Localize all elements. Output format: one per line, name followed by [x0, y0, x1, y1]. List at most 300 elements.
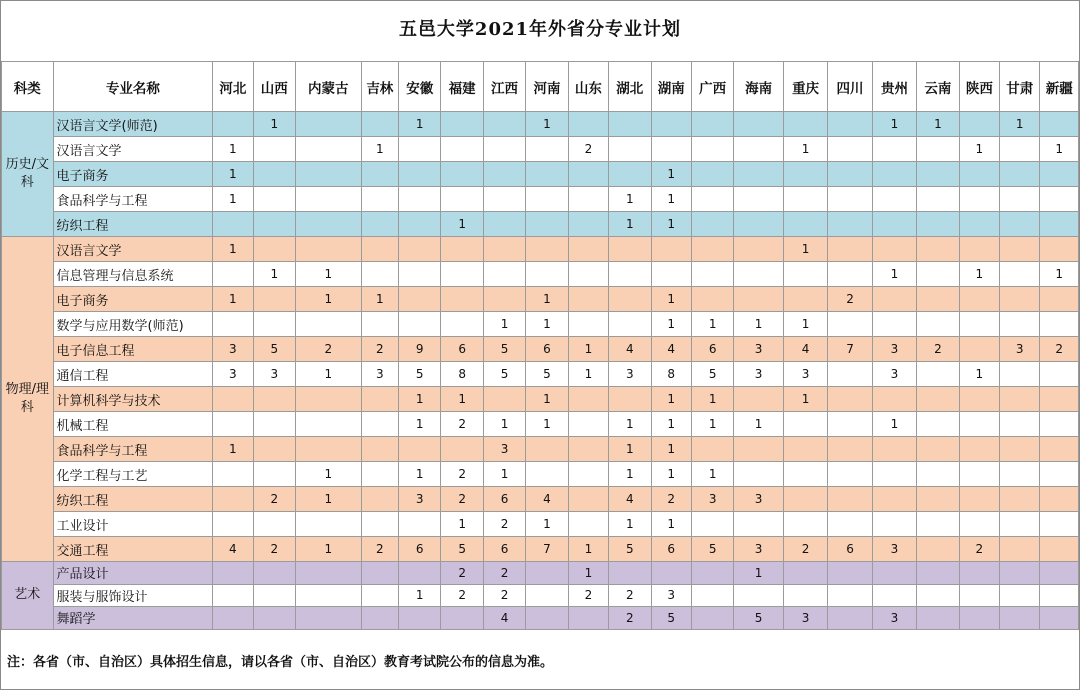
quota-cell	[568, 437, 608, 462]
quota-cell	[1000, 312, 1040, 337]
quota-cell: 3	[1000, 337, 1040, 362]
quota-cell	[1000, 212, 1040, 237]
quota-cell: 1	[295, 362, 361, 387]
quota-cell: 2	[917, 337, 959, 362]
quota-cell	[609, 262, 651, 287]
quota-cell	[568, 462, 608, 487]
quota-cell: 1	[526, 512, 568, 537]
quota-cell: 3	[734, 537, 784, 562]
major-name-cell: 电子商务	[53, 287, 213, 312]
quota-cell	[609, 162, 651, 187]
quota-cell	[295, 607, 361, 630]
quota-cell	[526, 137, 568, 162]
quota-cell	[361, 162, 398, 187]
major-name-cell: 纺织工程	[53, 212, 213, 237]
header-category: 科类	[2, 62, 54, 112]
quota-cell: 2	[441, 412, 483, 437]
quota-cell: 1	[609, 512, 651, 537]
quota-cell	[295, 387, 361, 412]
enrollment-plan-table	[1, 61, 1079, 630]
quota-cell	[959, 584, 999, 607]
quota-cell	[526, 437, 568, 462]
quota-cell	[959, 312, 999, 337]
quota-cell	[441, 437, 483, 462]
quota-cell	[361, 112, 398, 137]
quota-cell: 1	[399, 462, 441, 487]
quota-cell: 1	[651, 462, 691, 487]
quota-cell	[609, 287, 651, 312]
table-row	[2, 187, 1079, 212]
quota-cell: 1	[441, 387, 483, 412]
quota-cell: 1	[609, 437, 651, 462]
quota-cell	[783, 562, 827, 585]
quota-cell	[651, 562, 691, 585]
quota-cell	[483, 287, 525, 312]
quota-cell	[872, 387, 916, 412]
quota-cell	[1000, 537, 1040, 562]
quota-cell	[959, 212, 999, 237]
table-row	[2, 607, 1079, 630]
quota-cell	[568, 112, 608, 137]
header-province: 山西	[253, 62, 295, 112]
major-name-cell: 纺织工程	[53, 487, 213, 512]
quota-cell	[959, 562, 999, 585]
quota-cell	[399, 512, 441, 537]
quota-cell	[399, 237, 441, 262]
quota-cell: 1	[691, 412, 733, 437]
quota-cell	[917, 312, 959, 337]
quota-cell	[1040, 212, 1079, 237]
quota-cell	[734, 237, 784, 262]
quota-cell	[441, 287, 483, 312]
quota-cell: 5	[526, 362, 568, 387]
quota-cell: 1	[651, 162, 691, 187]
quota-cell: 5	[253, 337, 295, 362]
quota-cell	[734, 287, 784, 312]
table-row	[2, 437, 1079, 462]
quota-cell: 1	[483, 312, 525, 337]
table-row	[2, 337, 1079, 362]
quota-cell	[1040, 437, 1079, 462]
quota-cell: 1	[734, 562, 784, 585]
quota-cell	[399, 187, 441, 212]
table-body	[2, 112, 1079, 630]
quota-cell	[483, 262, 525, 287]
quota-cell: 1	[691, 312, 733, 337]
quota-cell	[361, 387, 398, 412]
quota-cell	[295, 512, 361, 537]
quota-cell: 5	[483, 362, 525, 387]
quota-cell: 1	[361, 137, 398, 162]
quota-cell	[609, 237, 651, 262]
quota-cell	[361, 187, 398, 212]
header-province: 安徽	[399, 62, 441, 112]
quota-cell	[295, 112, 361, 137]
quota-cell	[361, 437, 398, 462]
quota-cell: 7	[526, 537, 568, 562]
quota-cell	[872, 237, 916, 262]
quota-cell	[568, 212, 608, 237]
quota-cell	[1000, 362, 1040, 387]
quota-cell	[734, 187, 784, 212]
quota-cell	[526, 462, 568, 487]
quota-cell	[734, 387, 784, 412]
quota-cell	[783, 584, 827, 607]
quota-cell	[568, 262, 608, 287]
major-name-cell: 食品科学与工程	[53, 187, 213, 212]
quota-cell: 1	[734, 412, 784, 437]
quota-cell	[1040, 362, 1079, 387]
quota-cell	[399, 137, 441, 162]
quota-cell: 1	[213, 287, 253, 312]
quota-cell: 5	[399, 362, 441, 387]
quota-cell	[1040, 487, 1079, 512]
quota-cell	[1040, 112, 1079, 137]
quota-cell	[295, 312, 361, 337]
quota-cell	[253, 584, 295, 607]
quota-cell	[1000, 262, 1040, 287]
quota-cell: 1	[1040, 262, 1079, 287]
quota-cell	[783, 112, 827, 137]
quota-cell	[1040, 162, 1079, 187]
header-province: 重庆	[783, 62, 827, 112]
quota-cell: 5	[609, 537, 651, 562]
quota-cell	[651, 237, 691, 262]
quota-cell	[361, 607, 398, 630]
quota-cell: 1	[651, 187, 691, 212]
quota-cell: 1	[783, 137, 827, 162]
major-name-cell: 食品科学与工程	[53, 437, 213, 462]
quota-cell	[253, 462, 295, 487]
quota-cell: 3	[399, 487, 441, 512]
quota-cell	[917, 607, 959, 630]
quota-cell	[959, 387, 999, 412]
quota-cell	[399, 162, 441, 187]
quota-cell	[213, 462, 253, 487]
quota-cell: 2	[609, 607, 651, 630]
quota-cell: 1	[295, 462, 361, 487]
quota-cell	[917, 462, 959, 487]
quota-cell: 1	[213, 237, 253, 262]
quota-cell	[253, 287, 295, 312]
major-name-cell: 工业设计	[53, 512, 213, 537]
quota-cell: 2	[483, 562, 525, 585]
header-province: 云南	[917, 62, 959, 112]
header-province: 新疆	[1040, 62, 1079, 112]
quota-cell	[828, 312, 872, 337]
header-province: 内蒙古	[295, 62, 361, 112]
quota-cell	[483, 137, 525, 162]
quota-cell	[872, 137, 916, 162]
quota-cell	[399, 607, 441, 630]
quota-cell	[295, 584, 361, 607]
major-name-cell: 信息管理与信息系统	[53, 262, 213, 287]
quota-cell	[959, 162, 999, 187]
quota-cell: 2	[441, 487, 483, 512]
table-row	[2, 584, 1079, 607]
quota-cell: 6	[828, 537, 872, 562]
quota-cell	[609, 312, 651, 337]
quota-cell	[253, 162, 295, 187]
quota-cell	[361, 312, 398, 337]
quota-cell: 8	[441, 362, 483, 387]
quota-cell: 1	[568, 337, 608, 362]
major-name-cell: 化学工程与工艺	[53, 462, 213, 487]
quota-cell	[253, 512, 295, 537]
quota-cell: 2	[651, 487, 691, 512]
quota-cell	[441, 137, 483, 162]
quota-cell	[526, 187, 568, 212]
quota-cell: 1	[651, 512, 691, 537]
quota-cell: 8	[651, 362, 691, 387]
quota-cell	[568, 312, 608, 337]
quota-cell	[959, 337, 999, 362]
quota-cell	[253, 312, 295, 337]
quota-cell	[1000, 137, 1040, 162]
major-name-cell: 产品设计	[53, 562, 213, 585]
quota-cell	[828, 162, 872, 187]
quota-cell: 1	[691, 387, 733, 412]
quota-cell	[609, 137, 651, 162]
quota-cell	[783, 162, 827, 187]
quota-cell	[917, 162, 959, 187]
quota-cell	[783, 287, 827, 312]
major-name-cell: 计算机科学与技术	[53, 387, 213, 412]
quota-cell	[828, 112, 872, 137]
quota-cell	[691, 112, 733, 137]
quota-cell	[651, 112, 691, 137]
quota-cell: 2	[361, 337, 398, 362]
quota-cell: 3	[734, 362, 784, 387]
quota-cell: 1	[526, 287, 568, 312]
quota-cell: 4	[483, 607, 525, 630]
category-cell: 历史/文科	[2, 112, 54, 237]
quota-cell	[253, 137, 295, 162]
quota-cell	[213, 262, 253, 287]
quota-cell: 1	[483, 412, 525, 437]
header-province: 湖北	[609, 62, 651, 112]
quota-cell: 1	[568, 537, 608, 562]
quota-cell: 3	[734, 337, 784, 362]
quota-cell: 2	[483, 584, 525, 607]
quota-cell	[1000, 287, 1040, 312]
quota-cell	[872, 584, 916, 607]
quota-cell	[783, 487, 827, 512]
quota-cell	[783, 212, 827, 237]
quota-cell	[872, 487, 916, 512]
quota-cell	[483, 212, 525, 237]
table-row	[2, 512, 1079, 537]
quota-cell: 7	[828, 337, 872, 362]
quota-cell	[213, 487, 253, 512]
quota-cell: 1	[213, 437, 253, 462]
quota-cell: 1	[295, 487, 361, 512]
header-province: 河南	[526, 62, 568, 112]
quota-cell	[1040, 607, 1079, 630]
quota-cell	[295, 237, 361, 262]
quota-cell: 1	[399, 387, 441, 412]
quota-cell	[399, 287, 441, 312]
quota-cell	[483, 112, 525, 137]
quota-cell	[1040, 237, 1079, 262]
quota-cell	[691, 584, 733, 607]
header-province: 山东	[568, 62, 608, 112]
quota-cell: 2	[828, 287, 872, 312]
quota-cell: 3	[651, 584, 691, 607]
major-name-cell: 电子信息工程	[53, 337, 213, 362]
quota-cell	[483, 237, 525, 262]
quota-cell	[213, 312, 253, 337]
quota-cell: 5	[734, 607, 784, 630]
quota-cell	[1040, 562, 1079, 585]
major-name-cell: 机械工程	[53, 412, 213, 437]
quota-cell: 3	[783, 362, 827, 387]
quota-cell: 6	[441, 337, 483, 362]
quota-cell	[828, 362, 872, 387]
quota-cell: 1	[441, 212, 483, 237]
table-row	[2, 162, 1079, 187]
quota-cell	[213, 607, 253, 630]
quota-cell: 3	[872, 362, 916, 387]
quota-cell: 6	[399, 537, 441, 562]
quota-cell: 3	[213, 362, 253, 387]
quota-cell	[734, 584, 784, 607]
quota-cell: 1	[872, 112, 916, 137]
quota-cell: 4	[609, 337, 651, 362]
quota-cell	[959, 512, 999, 537]
quota-cell	[828, 562, 872, 585]
table-row	[2, 462, 1079, 487]
quota-cell	[1000, 412, 1040, 437]
table-row	[2, 262, 1079, 287]
quota-cell	[568, 162, 608, 187]
quota-cell	[1000, 562, 1040, 585]
quota-cell	[734, 437, 784, 462]
quota-cell	[828, 437, 872, 462]
quota-cell	[253, 412, 295, 437]
table-row	[2, 312, 1079, 337]
quota-cell	[568, 412, 608, 437]
quota-cell	[609, 112, 651, 137]
quota-cell	[691, 237, 733, 262]
quota-cell	[872, 212, 916, 237]
quota-cell	[441, 112, 483, 137]
quota-cell	[1040, 187, 1079, 212]
quota-cell: 9	[399, 337, 441, 362]
quota-cell: 1	[959, 362, 999, 387]
quota-cell	[295, 412, 361, 437]
quota-cell	[691, 437, 733, 462]
quota-cell	[483, 187, 525, 212]
quota-cell	[526, 562, 568, 585]
quota-cell	[828, 262, 872, 287]
quota-cell	[1040, 287, 1079, 312]
quota-cell	[399, 312, 441, 337]
major-name-cell: 服装与服饰设计	[53, 584, 213, 607]
quota-cell: 4	[213, 537, 253, 562]
quota-cell	[734, 162, 784, 187]
quota-cell	[441, 237, 483, 262]
quota-cell: 1	[526, 412, 568, 437]
quota-cell: 1	[651, 437, 691, 462]
header-province: 吉林	[361, 62, 398, 112]
major-name-cell: 汉语言文学	[53, 137, 213, 162]
quota-cell: 1	[917, 112, 959, 137]
quota-cell: 5	[691, 362, 733, 387]
quota-cell	[361, 562, 398, 585]
quota-cell: 1	[959, 137, 999, 162]
quota-cell	[734, 112, 784, 137]
quota-cell: 1	[609, 412, 651, 437]
quota-cell	[568, 607, 608, 630]
quota-cell: 1	[783, 312, 827, 337]
quota-cell	[295, 212, 361, 237]
quota-cell	[609, 562, 651, 585]
quota-cell	[734, 512, 784, 537]
header-province: 海南	[734, 62, 784, 112]
quota-cell	[213, 387, 253, 412]
quota-cell: 3	[872, 607, 916, 630]
quota-cell: 1	[651, 412, 691, 437]
quota-cell: 1	[959, 262, 999, 287]
quota-cell: 1	[213, 187, 253, 212]
quota-cell	[917, 537, 959, 562]
quota-cell	[691, 607, 733, 630]
major-name-cell: 交通工程	[53, 537, 213, 562]
quota-cell: 1	[213, 162, 253, 187]
quota-cell	[959, 237, 999, 262]
quota-cell	[609, 387, 651, 412]
quota-cell: 6	[483, 537, 525, 562]
quota-cell	[783, 512, 827, 537]
quota-cell	[253, 237, 295, 262]
quota-cell	[691, 512, 733, 537]
quota-cell: 3	[253, 362, 295, 387]
quota-cell	[959, 412, 999, 437]
header-province: 陕西	[959, 62, 999, 112]
quota-cell: 1	[651, 312, 691, 337]
quota-cell	[526, 237, 568, 262]
major-name-cell: 舞蹈学	[53, 607, 213, 630]
quota-cell: 2	[253, 487, 295, 512]
quota-cell	[361, 262, 398, 287]
quota-cell: 5	[483, 337, 525, 362]
table-row	[2, 562, 1079, 585]
quota-cell	[361, 487, 398, 512]
quota-cell: 3	[734, 487, 784, 512]
quota-cell: 1	[526, 312, 568, 337]
header-province: 甘肃	[1000, 62, 1040, 112]
quota-cell: 4	[783, 337, 827, 362]
footnote: 注：各省（市、自治区）具体招生信息，请以各省（市、自治区）教育考试院公布的信息为准。	[7, 655, 554, 670]
quota-cell: 1	[651, 212, 691, 237]
quota-cell	[917, 584, 959, 607]
quota-cell	[1040, 537, 1079, 562]
quota-cell: 1	[872, 262, 916, 287]
quota-cell	[783, 412, 827, 437]
major-name-cell: 通信工程	[53, 362, 213, 387]
quota-cell	[691, 187, 733, 212]
quota-cell: 2	[609, 584, 651, 607]
quota-cell	[783, 462, 827, 487]
quota-cell	[1000, 237, 1040, 262]
quota-cell	[828, 212, 872, 237]
quota-cell	[483, 387, 525, 412]
quota-cell	[783, 262, 827, 287]
quota-cell: 3	[691, 487, 733, 512]
quota-cell	[828, 462, 872, 487]
quota-cell	[828, 584, 872, 607]
